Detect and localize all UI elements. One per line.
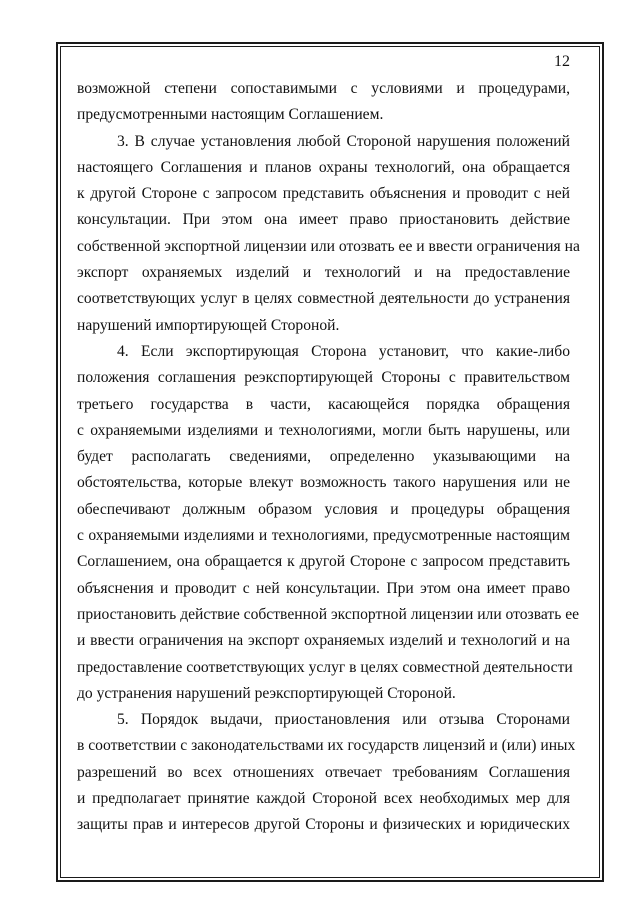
text-line: собственной экспортной лицензии или отозвать ее и ввести ограничения на [77,237,580,255]
text-line: с охраняемыми изделиями и технологиями, предусмотренные настоящим [77,527,570,545]
text-line: обстоятельства, которые влекут возможность такого нарушения или не [77,474,570,492]
text-line: будет располагать сведениями, определенно указывающими на [77,448,570,466]
text-line: третьего государства в части, касающейся порядка обращения [77,395,570,413]
text-line: настоящего Соглашения и планов охраны технологий, она обращается [77,158,570,176]
text-line: экспорт охраняемых изделий и технологий и на предоставление [77,264,570,282]
text-line: объяснения и проводит с ней консультации. При этом она имеет право [77,579,570,597]
text-line: 5. Порядок выдачи, приостановления или отзыва Сторонами [117,711,570,729]
text-line: предусмотренными настоящим Соглашением. [77,106,384,124]
text-line: разрешений во всех отношениях отвечает требованиям Соглашения [77,763,570,781]
text-line: Соглашением, она обращается к другой Стороне с запросом представить [77,553,570,571]
text-line: обеспечивают должным образом условия и процедуры обращения [77,500,570,518]
text-line: приостановить действие собственной экспортной лицензии или отозвать ее [77,605,580,623]
text-line: в соответствии с законодательствами их государств лицензий и (или) иных [77,737,576,755]
text-line: и ввести ограничения на экспорт охраняемых изделий и технологий и на [77,632,570,650]
text-line: консультации. При этом она имеет право приостановить действие [77,211,570,229]
text-line: соответствующих услуг в целях совместной деятельности до устранения [77,290,570,308]
text-line: 3. В случае установления любой Стороной нарушения положений [117,132,570,150]
text-line: возможной степени сопоставимыми с условиями и процедурами, [77,80,570,97]
text-line: и предполагает принятие каждой Стороной всех необходимых мер для [77,790,570,808]
text-line: 4. Если экспортирующая Сторона установит, что какие-либо [117,342,570,360]
document-body [77,76,580,839]
text-line: до устранения нарушений реэкспортирующей Стороной. [77,684,456,702]
text-line: с охраняемыми изделиями и технологиями, могли быть нарушены, или [77,421,570,439]
text-line: предоставление соответствующих услуг в целях совместной деятельности [77,658,573,676]
page-number: 12 [554,53,570,70]
text-line: защиты прав и интересов другой Стороны и физических и юридических [77,816,570,834]
text-line: к другой Стороне с запросом представить объяснения и проводит с ней [77,185,570,203]
text-line: положения соглашения реэкспортирующей Стороны с правительством [77,369,570,387]
text-line: нарушений импортирующей Стороной. [77,316,340,334]
